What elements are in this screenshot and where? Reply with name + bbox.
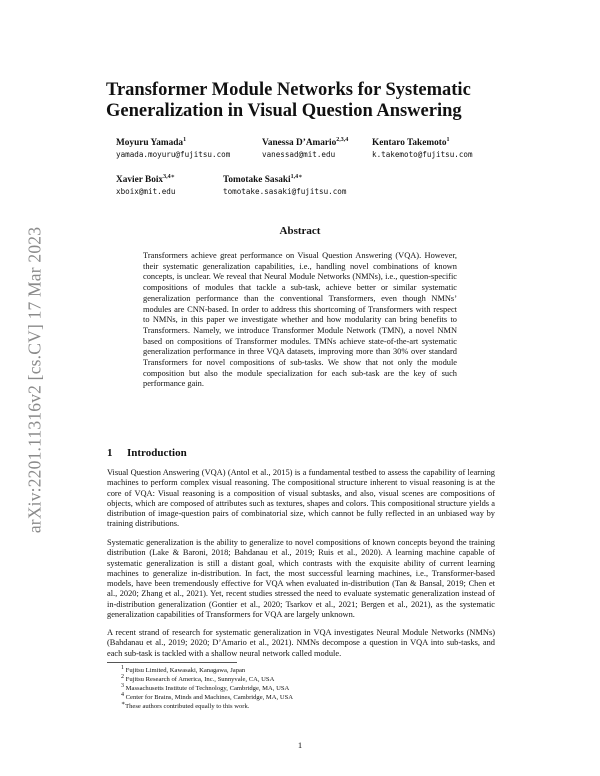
- author-name: Xavier Boix: [116, 175, 164, 185]
- section-heading: [107, 447, 187, 459]
- footnote-text: Fujitsu Limited, Kawasaki, Kanagawa, Japan: [125, 667, 246, 674]
- author-name: Moyuru Yamada: [116, 138, 184, 148]
- footnote-mark: ∗: [121, 700, 126, 707]
- author-name: Kentaro Takemoto: [372, 138, 447, 148]
- footnote: [121, 693, 293, 702]
- author-affiliation: 2,3,4: [336, 136, 349, 143]
- author-email: yamada.moyuru@fujitsu.com: [116, 150, 231, 159]
- author-block: [223, 175, 346, 197]
- author-name: Vanessa D’Amario: [262, 138, 337, 148]
- abstract-text: Transformers achieve great performance on Visual Question Answering (VQA). However, their systematic generalization capabilities, i.e., handling novel combinations of known concepts, is unclear. We reveal that Neural Module Networks (NMNs), i.e., question-specific compositions of modules that tackle a sub-task, achieve better or similar systematic generalization performance than the conventional Transformers, even though NMNs’ modules are CNN-based. In order to address this shortcoming of Transformers with respect to NMNs, in this paper we investigate whether and how modularity can bring benefits to Transformers. Namely, we introduce Transformer Module Network (TMN), a novel NMN based on compositions of Transformer modules. TMNs achieve state-of-the-art systematic generalization performance in three VQA datasets, improving more than 30% over standard Transformers for novel compositions of sub-tasks. We show that not only the module composition but also the module specialization for each sub-task are the key of such performance gain.: [143, 251, 457, 389]
- page-number: 1: [297, 740, 303, 750]
- author-block: [116, 175, 175, 197]
- footnote: [121, 675, 293, 684]
- paper-title: Transformer Module Networks for Systematic Generalization in Visual Question Answering: [106, 80, 471, 121]
- arxiv-stamp-text: arXiv:2201.11316v2 [cs.CV] 17 Mar 2023: [24, 226, 45, 534]
- author-email: tomotake.sasaki@fujitsu.com: [223, 187, 347, 196]
- abstract-heading: Abstract: [279, 225, 321, 237]
- body-paragraph: Systematic generalization is the ability to generalize to novel compositions of known concepts beyond the training distribution (Lake & Baroni, 2018; Bahdanau et al., 2019; Ruis et al., 2020). A learning machine capable of systematic generalization is still a distant goal, which contrasts with the exquisite ability of current learning machines to generalize in-distribution. In fact, the most successful learning machines, i.e., Transformer-based models, have been tremendously effective for VQA when evaluated in-distribution (Tan & Bansal, 2019; Chen et al., 2020; Zhang et al., 2021). Yet, recent studies stressed the need to evaluate systematic generalization instead of in-distribution generalization (Gontier et al., 2020; Tsarkov et al., 2021; Bergen et al., 2021), as the systematic generalization capabilities of Transformers for VQA are largely unknown.: [107, 538, 495, 620]
- footnote-text: Fujitsu Research of America, Inc., Sunnyvale, CA, USA: [125, 676, 275, 683]
- author-affiliation: 3,4∗: [163, 173, 175, 180]
- arxiv-stamp: [22, 200, 48, 560]
- body-paragraph: A recent strand of research for systematic generalization in VQA investigates Neural Module Networks (NMNs) (Bahdanau et al., 2019; 2020; D’Amario et al., 2021). NMNs decompose a question in VQA into sub-tasks, and each sub-task is tackled with a shallow neural network called module.: [107, 628, 495, 658]
- footnote-text: These authors contributed equally to this work.: [125, 703, 250, 710]
- footnote: [121, 666, 293, 675]
- footnote: [121, 684, 293, 693]
- author-affiliation: 1: [183, 136, 187, 143]
- footnote-mark: 3: [121, 682, 124, 689]
- footnotes: [121, 666, 293, 711]
- author-affiliation: 1,4∗: [290, 173, 303, 180]
- footnote-text: Center for Brains, Minds and Machines, Cambridge, MA, USA: [125, 694, 294, 701]
- footnote-mark: 1: [121, 664, 124, 671]
- author-block: [372, 138, 473, 160]
- author-email: k.takemoto@fujitsu.com: [372, 150, 473, 159]
- section-number: 1: [107, 447, 113, 459]
- author-email: xboix@mit.edu: [116, 187, 176, 196]
- body-paragraph: Visual Question Answering (VQA) (Antol et al., 2015) is a fundamental testbed to assess the capability of learning machines to perform complex visual reasoning. The compositional structure inherent to visual reasoning is at the core of VQA: Visual reasoning is a composition of visual subtasks, and also, visual scenes are compositions of objects, which are composed of attributes such as textures, shapes and colors. This compositional structure yields a distribution of image-question pairs of combinatorial size, which cannot be fully reflected in an unbiased way by training distributions.: [107, 468, 495, 529]
- footnote-mark: 4: [121, 691, 124, 698]
- footnote-mark: 2: [121, 673, 124, 680]
- author-block: [262, 138, 348, 160]
- author-block: [116, 138, 230, 160]
- footnote-text: Massachusetts Institute of Technology, Cambridge, MA, USA: [125, 685, 290, 692]
- footnote: [121, 702, 293, 711]
- footnote-divider: [107, 662, 237, 663]
- section-title: Introduction: [127, 447, 187, 459]
- author-affiliation: 1: [446, 136, 450, 143]
- author-name: Tomotake Sasaki: [223, 175, 291, 185]
- author-email: vanessad@mit.edu: [262, 150, 336, 159]
